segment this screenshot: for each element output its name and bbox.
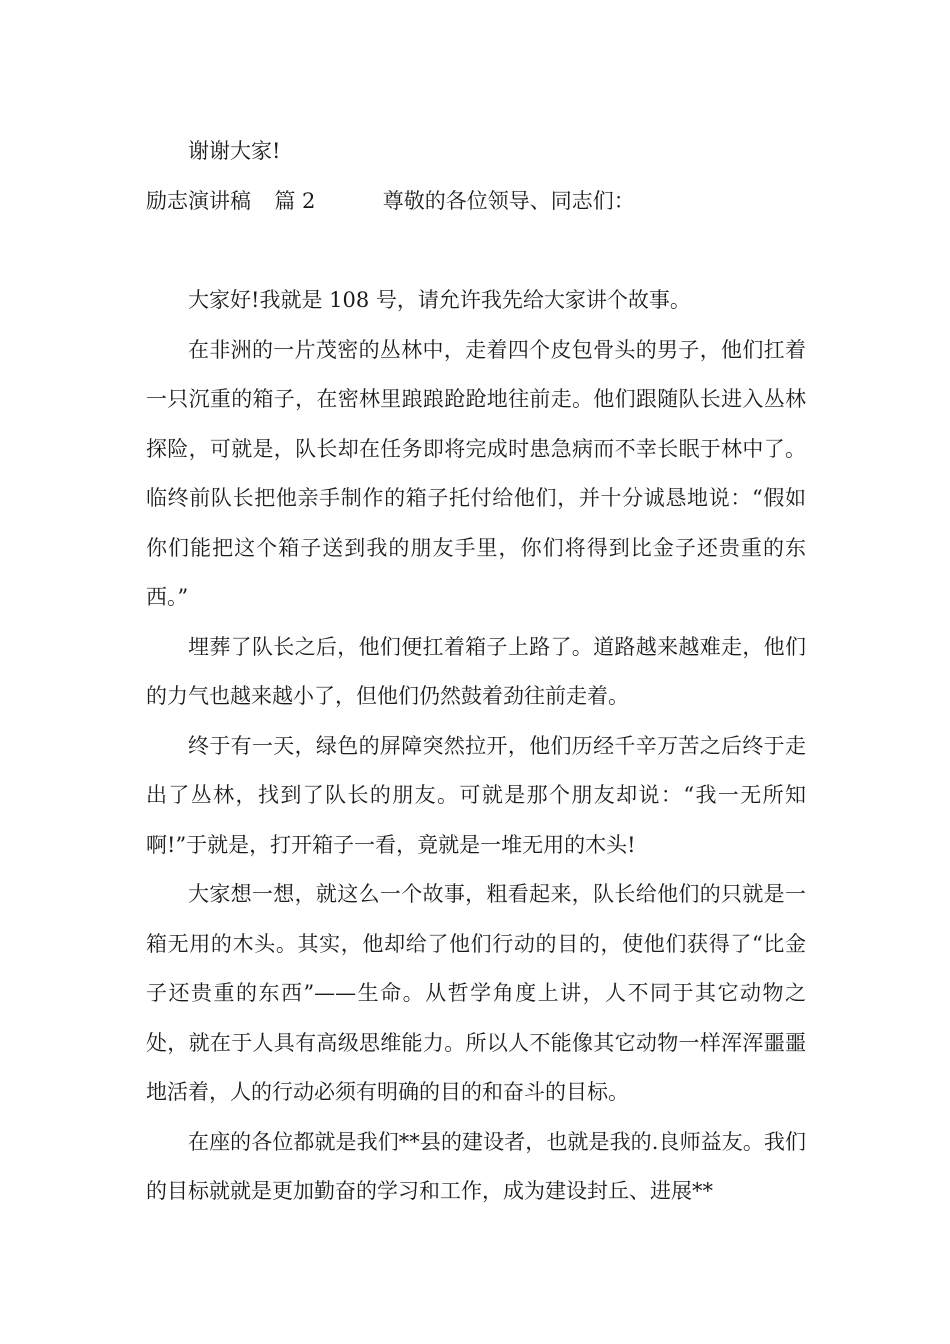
closing-line: 谢谢大家!	[188, 139, 281, 163]
section-heading	[146, 186, 635, 216]
salutation: 尊敬的各位领导、同志们：	[382, 189, 635, 213]
paragraph-1: 大家好!我就是 108 号，请允许我先给大家讲个故事。	[188, 288, 691, 312]
paragraph-2: 在非洲的一片茂密的丛林中，走着四个皮包骨头的男子，他们扛着一只沉重的箱子，在密林里踉踉跄跄地往前走。他们跟随队长进入丛林探险，可就是，队长却在任务即将完成时患急病而不幸长眠于林中了。临终前队长把他亲手制作的箱子托付给他们，并十分诚恳地说：“假如你们能把这个箱子送到我的朋友手里，你们将得到比金子还贵重的东西。”	[146, 337, 806, 609]
speech-title: 励志演讲稿	[146, 189, 251, 213]
paragraph-5: 大家想一想，就这么一个故事，粗看起来，队长给他们的只就是一箱无用的木头。其实，他却给了他们行动的目的，使他们获得了“比金子还贵重的东西”——生命。从哲学角度上讲，人不同于其它动物之处，就在于人具有高级思维能力。所以人不能像其它动物一样浑浑噩噩地活着，人的行动必须有明确的目的和奋斗的目标。	[146, 882, 806, 1104]
paragraph-6: 在座的各位都就是我们**县的建设者，也就是我的.良师益友。我们的目标就就是更加勤奋的学习和工作，成为建设封丘、进展**	[146, 1129, 806, 1203]
section-number: 篇 2	[274, 189, 316, 213]
paragraph-3: 埋葬了队长之后，他们便扛着箱子上路了。道路越来越难走，他们的力气也越来越小了，但他们仍然鼓着劲往前走着。	[146, 634, 806, 708]
speech-body	[146, 276, 806, 1217]
paragraph-4: 终于有一天，绿色的屏障突然拉开，他们历经千辛万苦之后终于走出了丛林，找到了队长的朋友。可就是那个朋友却说：“我一无所知啊!”于就是，打开箱子一看，竟就是一堆无用的木头!	[146, 733, 806, 857]
